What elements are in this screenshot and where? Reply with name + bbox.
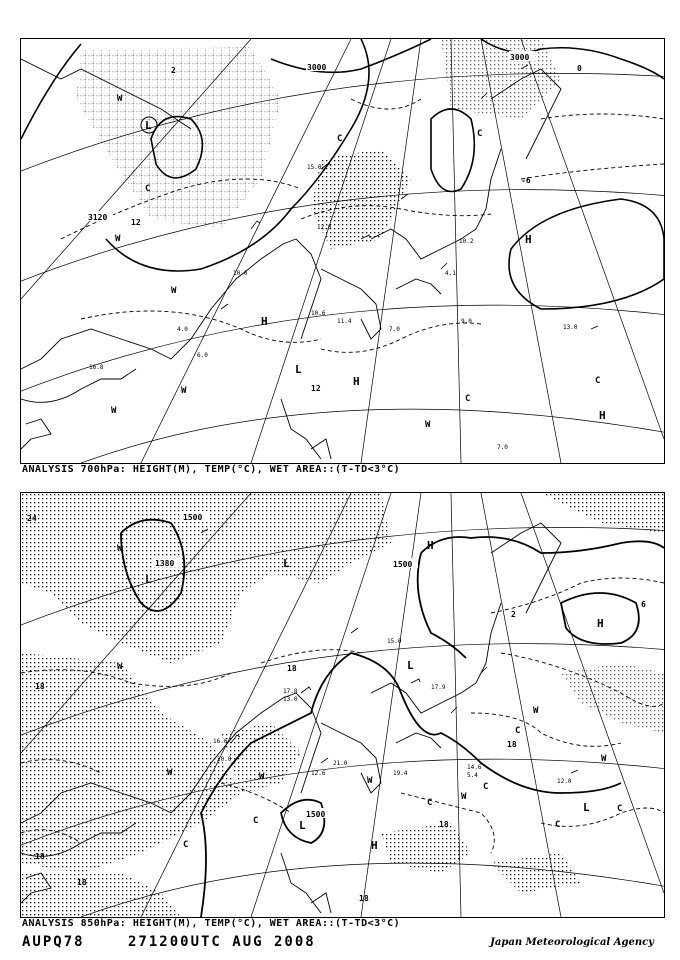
low-pressure-symbol: L xyxy=(299,819,306,832)
height-label: 1380 xyxy=(155,559,175,568)
low-pressure-symbol: L xyxy=(145,119,152,132)
station-value: 12.0 xyxy=(317,224,332,231)
high-pressure-symbol: H xyxy=(353,375,360,388)
station-value: 15.0 xyxy=(387,638,402,645)
height-label: 3120 xyxy=(88,213,108,222)
cold-symbol: C xyxy=(427,798,433,808)
low-pressure-symbol: L xyxy=(283,557,290,570)
warm-symbol: W xyxy=(601,754,607,764)
station-value: 21.0 xyxy=(333,760,348,767)
high-pressure-symbol: H xyxy=(371,839,378,852)
station-value: 16.8 xyxy=(89,364,104,371)
height-label: 3000 xyxy=(510,53,530,62)
height-label: 1500 xyxy=(183,513,203,522)
station-value: 7.0 xyxy=(497,444,508,451)
warm-symbol: W xyxy=(167,768,173,778)
temp-label: 18 xyxy=(35,682,45,691)
temp-label: 6 xyxy=(641,600,646,609)
station-value: 17.9 xyxy=(431,684,446,691)
station-value: 12.6 xyxy=(311,770,326,777)
temp-label: 18 xyxy=(35,852,45,861)
low-pressure-symbol: L xyxy=(145,573,152,586)
cold-symbol: C xyxy=(555,820,561,830)
temp-label: 18 xyxy=(507,740,517,749)
agency-name: Japan Meteorological Agency xyxy=(490,937,654,948)
map-panel-850hpa xyxy=(20,492,665,918)
warm-symbol: W xyxy=(117,94,123,104)
temp-label: 18 xyxy=(439,820,449,829)
station-value: 10.0 xyxy=(233,270,248,277)
station-value: 4.1 xyxy=(445,270,456,277)
map-panel-700hpa xyxy=(20,38,665,464)
station-value: 16.6 xyxy=(213,738,228,745)
cold-symbol: C xyxy=(483,782,489,792)
warm-symbol: W xyxy=(533,706,539,716)
station-value: 11.4 xyxy=(337,318,352,325)
temp-label: -6 xyxy=(521,176,531,185)
high-pressure-symbol: H xyxy=(261,315,268,328)
warm-symbol: W xyxy=(461,792,467,802)
panel-caption-850hpa: ANALYSIS 850hPa: HEIGHT(M), TEMP(°C), WET AREA::(T-TD<3°C) xyxy=(22,918,401,929)
cold-symbol: C xyxy=(337,134,343,144)
high-pressure-symbol: H xyxy=(597,617,604,630)
cold-symbol: C xyxy=(477,129,483,139)
station-value: 4.0 xyxy=(177,326,188,333)
low-pressure-symbol: L xyxy=(295,363,302,376)
station-value: 14.6 xyxy=(467,764,482,771)
warm-symbol: W xyxy=(367,776,373,786)
station-value: 15.0 xyxy=(307,164,322,171)
map-700hpa-canvas xyxy=(21,39,664,463)
station-value: 13.0 xyxy=(283,696,298,703)
temp-label: 12 xyxy=(131,218,141,227)
wet-area-shading xyxy=(21,493,664,917)
temp-label: 24 xyxy=(27,514,37,523)
station-value: 7.0 xyxy=(389,326,400,333)
station-value: 5.4 xyxy=(467,772,478,779)
warm-symbol: W xyxy=(117,544,123,554)
high-pressure-symbol: H xyxy=(427,539,434,552)
cold-symbol: C xyxy=(617,804,623,814)
temp-label: 18 xyxy=(287,664,297,673)
warm-symbol: W xyxy=(181,386,187,396)
station-value: 19.4 xyxy=(393,770,408,777)
warm-symbol: W xyxy=(171,286,177,296)
cold-symbol: C xyxy=(253,816,259,826)
height-label: 1500 xyxy=(306,810,326,819)
cold-symbol: C xyxy=(183,840,189,850)
warm-symbol: W xyxy=(259,772,265,782)
cold-symbol: C xyxy=(515,726,521,736)
cold-symbol: C xyxy=(145,184,151,194)
warm-symbol: W xyxy=(425,420,431,430)
height-label: 3000 xyxy=(307,63,327,72)
temp-label: 0 xyxy=(577,64,582,73)
high-pressure-symbol: H xyxy=(525,233,532,246)
map-850hpa-canvas xyxy=(21,493,664,917)
cold-symbol: C xyxy=(595,376,601,386)
station-value: 13.0 xyxy=(563,324,578,331)
panel-caption-700hpa: ANALYSIS 700hPa: HEIGHT(M), TEMP(°C), WET AREA::(T-TD<3°C) xyxy=(22,464,401,475)
warm-symbol: W xyxy=(115,234,121,244)
station-value: 10.2 xyxy=(459,238,474,245)
high-pressure-symbol: H xyxy=(599,409,606,422)
low-pressure-symbol: L xyxy=(583,801,590,814)
station-value: 12.0 xyxy=(557,778,572,785)
station-value: 17.8 xyxy=(283,688,298,695)
temp-label: 18 xyxy=(359,894,369,903)
station-value: 9.0 xyxy=(461,318,472,325)
temp-label: 18 xyxy=(77,878,87,887)
station-value: 6.0 xyxy=(197,352,208,359)
height-label: 1500 xyxy=(393,560,413,569)
cold-symbol: C xyxy=(465,394,471,404)
chart-code: AUPQ78 xyxy=(22,934,85,950)
warm-symbol: W xyxy=(117,662,123,672)
temp-label: 2 xyxy=(171,66,176,75)
low-pressure-symbol: L xyxy=(407,659,414,672)
station-value: 20.0 xyxy=(217,756,232,763)
valid-time: 271200UTC AUG 2008 xyxy=(128,934,316,950)
warm-symbol: W xyxy=(111,406,117,416)
temp-label: 12 xyxy=(311,384,321,393)
station-value: 10.6 xyxy=(311,310,326,317)
temp-label: 2 xyxy=(511,610,516,619)
